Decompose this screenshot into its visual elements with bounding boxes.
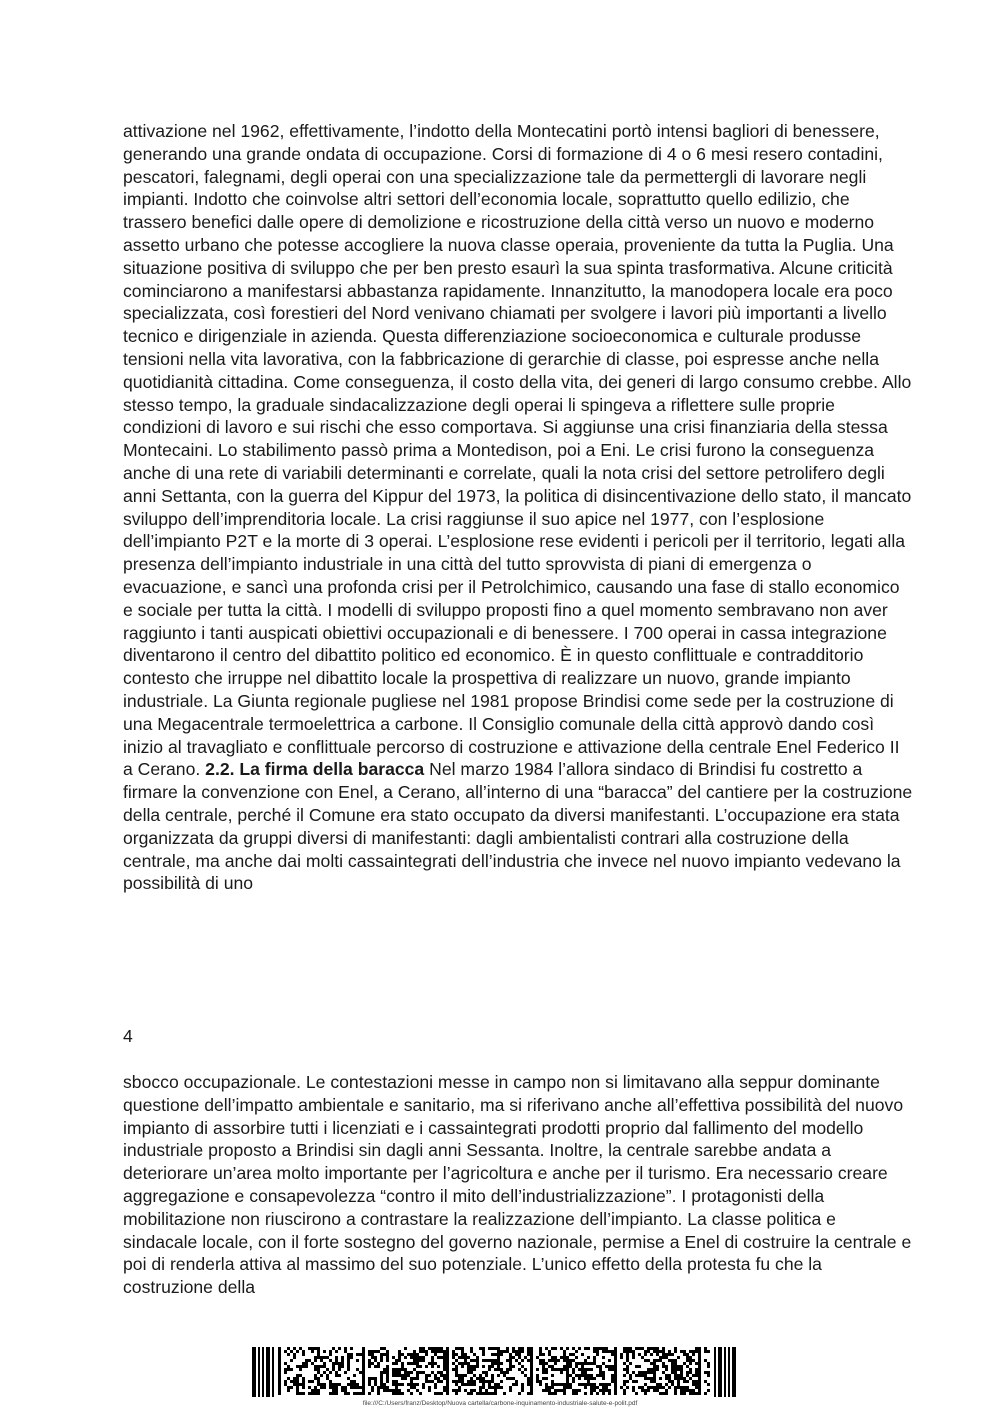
page-number: 4: [123, 1026, 133, 1046]
section-heading: 2.2. La firma della baracca: [205, 759, 425, 780]
barcode-image: [252, 1347, 738, 1397]
body-paragraph: [123, 120, 913, 895]
body-paragraph: sbocco occupazionale. Le contestazioni messe in campo non si limitavano alla seppur dominante questione dell’impatto ambientale e sanitario, ma si riferivano anche all’effettiva possibilità del nuovo impianto di assorbire tutti i licenziati e i cassaintegrati prodotti proprio dal fallimento del modello industriale proposto a Brindisi sin dagli anni Sessanta. Inoltre, la centrale sarebbe andata a deteriorare un’area molto importante per l’agricoltura e anche per il turismo. Era necessario creare aggregazione e consapevolezza “contro il mito dell’industrializzazione”. I protagonisti della mobilitazione non riuscirono a contrastare la realizzazione dell’impianto. La classe politica e sindacale locale, con il forte sostegno del governo nazionale, permise a Enel di costruire la centrale e poi di renderla attiva al massimo del suo potenziale. L’unico effetto della protesta fu che la costruzione della: [123, 1072, 912, 1298]
footer-file-path: file:///C:/Users/franz/Desktop/Nuova cartella/carbone-inquinamento-industriale-salute-e-polit.pdf: [362, 1400, 638, 1407]
paragraph-text: Nel marzo 1984 l’allora sindaco di Brindisi fu costretto a firmare la convenzione con Enel, a Cerano, all’interno di una “baracca” del cantiere per la costruzione della centrale, perché il Comune era stato occupato da diversi manifestanti. L’occupazione era stata organizzata da gruppi diversi di manifestanti: dagli ambientalisti contrari alla costruzione della centrale, ma anche dai molti cassaintegrati dell’industria che invece nel nuovo impianto vedevano la possibilità di uno: [123, 759, 913, 894]
paragraph-text: attivazione nel 1962, effettivamente, l’indotto della Montecatini portò intensi bagliori di benessere, generando una grande ondata di occupazione. Corsi di formazione di 4 o 6 mesi resero contadini, pescatori, falegnami, degli operai con una specializzazione tale da permettergli di lavorare negli impianti. Indotto che coinvolse altri settori dell’economia locale, soprattutto quello edilizio, che trassero benefici dalle opere di demolizione e ricostruzione della città verso un nuovo e moderno assetto urbano che potesse accogliere la nuova classe operaia, proveniente da tutta la Puglia. Una situazione positiva di sviluppo che per ben presto esaurì la sua spinta trasformativa. Alcune criticità cominciarono a manifestarsi abbastanza rapidamente. Innanzitutto, la manodopera locale era poco specializzata, così forestieri del Nord venivano chiamati per svolgere i lavori più importanti a livello tecnico e dirigenziale in azienda. Questa differenziazione socioeconomica e culturale produsse tensioni nella vita lavorativa, con la fabbricazione di gerarchie di classe, poi espresse anche nella quotidianità cittadina. Come conseguenza, il costo della vita, dei generi di largo consumo crebbe. Allo stesso tempo, la graduale sindacalizzazione degli operai li spingeva a riflettere sulle proprie condizioni di lavoro e sui rischi che esso comportava. Si aggiunse una crisi finanziaria della stessa Montecaini. Lo stabilimento passò prima a Montedison, poi a Eni. Le crisi furono la conseguenza anche di una rete di variabili determinanti e correlate, quali la nota crisi del settore petrolifero degli anni Settanta, con la guerra del Kippur del 1973, la politica di disincentivazione dello stato, il mancato sviluppo dell’imprenditoria locale. La crisi raggiunse il suo apice nel 1977, con l’esplosione dell’impianto P2T e la morte di 3 operai. L’esplosione rese evidenti i pericoli per il territorio, legati alla presenza dell’impianto industriale in una città del tutto sprovvista di piani di emergenza o evacuazione, e sancì una profonda crisi per il Petrolchimico, causando una fase di stallo economico e sociale per tutta la città. I modelli di sviluppo proposti fino a quel momento sembravano non aver raggiunto i tanti auspicati obiettivi occupazionali e di benessere. I 700 operai in cassa integrazione diventarono il centro del dibattito politico ed economico. È in questo conflittuale e contradditorio contesto che irruppe nel dibattito locale la prospettiva di realizzare un nuovo, grande impianto industriale. La Giunta regionale pugliese nel 1981 propose Brindisi come sede per la costruzione di una Megacentrale termoelettrica a carbone. Il Consiglio comunale della città approvò dando così inizio al travagliato e conflittuale percorso di costruzione e attivazione della centrale Enel Federico II a Cerano.: [123, 121, 912, 780]
